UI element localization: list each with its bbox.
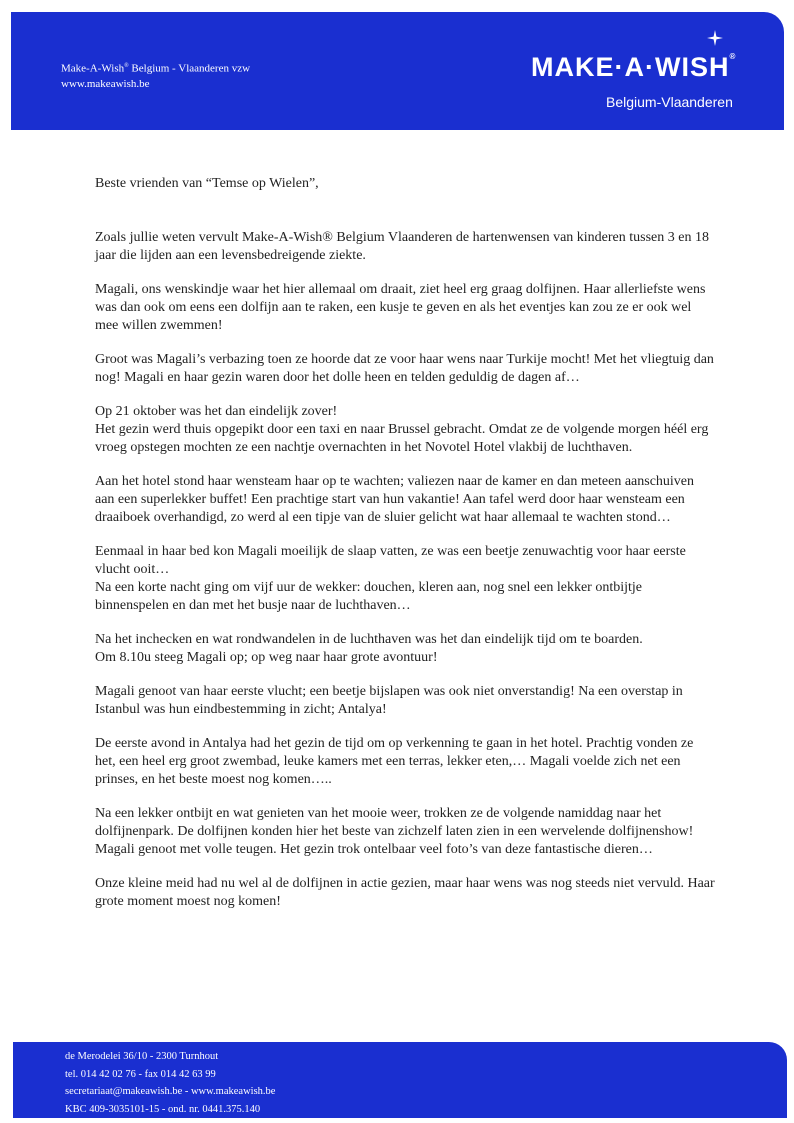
paragraph: Groot was Magali’s verbazing toen ze hoorde dat ze voor haar wens naar Turkije mocht! Met het vliegtuig dan nog! Magali en haar gezin waren door het dolle heen en telden geduldig de dagen af… bbox=[95, 352, 714, 385]
letterhead-banner bbox=[11, 12, 784, 130]
footer-contact-info bbox=[65, 1048, 275, 1118]
salutation: Beste vrienden van “Temse op Wielen”, bbox=[95, 176, 319, 191]
footer-bank: KBC 409-3035101-15 - ond. nr. 0441.375.140 bbox=[65, 1103, 261, 1115]
paragraph: Magali, ons wenskindje waar het hier allemaal om draait, ziet heel erg graag dolfijnen. Haar allerliefste wens was dan ook om eens een dolfijn aan te raken, een kusje te geven en als het eventjes kan zou ze er ook wel mee willen zwemmen! bbox=[95, 282, 706, 333]
organization-name: Make-A-Wish® Belgium - Vlaanderen vzw bbox=[61, 62, 251, 75]
paragraph: Aan het hotel stond haar wensteam haar op te wachten; valiezen naar de kamer en dan meteen aanschuiven aan een superlekker buffet! Een prachtige start van hun vakantie! Aan tafel werd door haar wensteam een draaiboek overhandigd, zo werd al een tipje van de sluier gelicht wat haar allemaal te wachten stond… bbox=[95, 474, 695, 525]
paragraph: Onze kleine meid had nu wel al de dolfijnen in actie gezien, maar haar wens was nog steeds niet vervuld. Haar grote moment moest nog komen! bbox=[95, 876, 715, 909]
paragraph: Op 21 oktober was het dan eindelijk zover! Het gezin werd thuis opgepikt door een taxi en naar Brussel gebracht. Omdat ze de volgende morgen héél erg vroeg opstegen mochten ze een nachtje overnachten in het Novotel Hotel vlakbij de luchthaven. bbox=[95, 404, 709, 455]
paragraph: Magali genoot van haar eerste vlucht; een beetje bijslapen was ook niet onverstandig! Na een overstap in Istanbul was hun eindbestemming in zicht; Antalya! bbox=[95, 684, 683, 717]
footer-phone: tel. 014 42 02 76 - fax 014 42 63 99 bbox=[65, 1068, 216, 1080]
letter-body bbox=[95, 175, 715, 927]
make-a-wish-logo bbox=[531, 40, 761, 120]
star-icon bbox=[707, 30, 723, 46]
organization-website: www.makeawish.be bbox=[61, 77, 150, 90]
paragraph: Eenmaal in haar bed kon Magali moeilijk de slaap vatten, ze was een beetje zenuwachtig voor haar eerste vlucht ooit… Na een korte nacht ging om vijf uur de wekker: douchen, kleren aan, nog snel een lekker ontbijtje binnenspelen en dan met het busje naar de luchthaven… bbox=[95, 544, 686, 613]
logo-subtitle: Belgium-Vlaanderen bbox=[606, 94, 733, 110]
footer-banner bbox=[13, 1042, 787, 1118]
paragraph: De eerste avond in Antalya had het gezin de tijd om op verkenning te gaan in het hotel. Prachtig vonden ze het, een heel erg groot zwembad, leuke kamers met een terras, lekker eten,… Magali voelde zich net een prinses, en het beste moest nog komen….. bbox=[95, 736, 694, 787]
organization-info bbox=[61, 59, 250, 92]
paragraph: Na een lekker ontbijt en wat genieten van het mooie weer, trokken ze de volgende namiddag naar het dolfijnenpark. De dolfijnen konden hier het beste van zichzelf laten zien in een wervelende dolfijnenshow! Magali genoot met volle teugen. Het gezin trok ontelbaar veel foto’s van deze fantastische dieren… bbox=[95, 806, 694, 857]
paragraph: Zoals jullie weten vervult Make-A-Wish® Belgium Vlaanderen de hartenwensen van kinderen tussen 3 en 18 jaar die lijden aan een levensbedreigende ziekte. bbox=[95, 230, 709, 263]
footer-address: de Merodelei 36/10 - 2300 Turnhout bbox=[65, 1051, 219, 1062]
paragraph: Na het inchecken en wat rondwandelen in de luchthaven was het dan eindelijk tijd om te boarden. Om 8.10u steeg Magali op; op weg naar haar grote avontuur! bbox=[95, 632, 643, 665]
footer-email-web: secretariaat@makeawish.be - www.makeawish.be bbox=[65, 1086, 276, 1097]
logo-wordmark: MAKE·A·WISH® bbox=[531, 52, 737, 82]
